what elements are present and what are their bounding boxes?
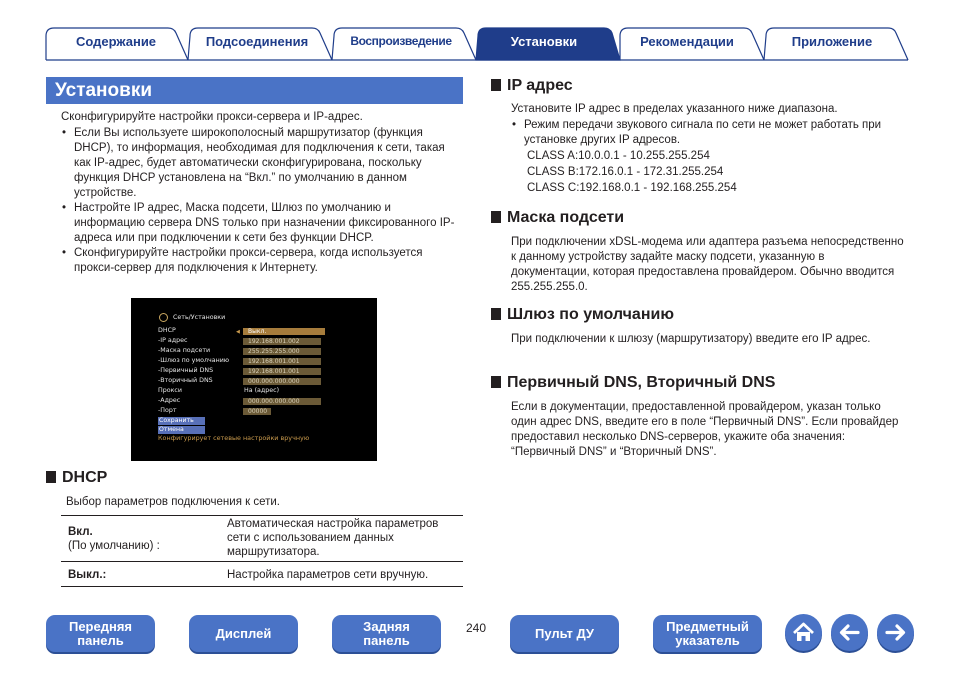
square-bullet-icon — [491, 376, 501, 388]
osd-save-button: Сохранить — [158, 417, 205, 425]
subnet-mask-heading: Маска подсети — [491, 209, 624, 227]
back-button[interactable] — [831, 614, 868, 651]
network-settings-screenshot — [131, 298, 377, 461]
square-bullet-icon — [491, 308, 501, 320]
intro-bullet-list — [61, 126, 463, 276]
tab-tips[interactable]: Рекомендации — [640, 34, 734, 49]
osd-label: -Адрес — [158, 397, 181, 404]
ip-address-description: Установите IP адрес в пределах указанного ниже диапазона. — [511, 103, 838, 115]
dhcp-heading: DHCP — [46, 469, 107, 487]
tab-connections[interactable]: Подсоединения — [205, 34, 309, 49]
default-gateway-heading: Шлюз по умолчанию — [491, 306, 674, 324]
table-row — [61, 516, 463, 562]
page-number: 240 — [466, 621, 487, 635]
osd-label: -Первичный DNS — [158, 367, 214, 374]
ip-address-bullet — [511, 118, 906, 148]
tab-playback[interactable]: Воспроизведение — [350, 34, 452, 48]
osd-value: На (адрес) — [244, 387, 280, 394]
osd-value: 192.168.001.001 — [243, 368, 321, 375]
arrow-right-icon — [877, 614, 914, 651]
list-item: • Сконфигурируйте настройки прокси-сервера, когда используется прокси-сервер для подключения к Интернету. — [61, 246, 463, 276]
index-button[interactable]: Предметный указатель — [653, 615, 762, 652]
ip-class-b: CLASS B:172.16.0.1 - 172.31.255.254 — [527, 166, 724, 178]
osd-label: -Вторичный DNS — [158, 377, 213, 384]
square-bullet-icon — [491, 79, 501, 91]
osd-label: -Маска подсети — [158, 347, 211, 354]
dns-heading: Первичный DNS, Вторичный DNS — [491, 374, 775, 392]
osd-label: -IP адрес — [158, 337, 188, 344]
front-panel-button[interactable]: Передняя панель — [46, 615, 155, 652]
osd-value: 00000 — [243, 408, 271, 415]
osd-cancel-button: Отмена — [158, 426, 205, 434]
ip-class-c: CLASS C:192.168.0.1 - 192.168.255.254 — [527, 182, 737, 194]
square-bullet-icon — [491, 211, 501, 223]
ip-class-a: CLASS A:10.0.0.1 - 10.255.255.254 — [527, 150, 710, 162]
osd-breadcrumb: Сеть/Установки — [173, 314, 226, 321]
square-bullet-icon — [46, 471, 56, 483]
tab-setup[interactable]: Установки — [510, 34, 578, 49]
globe-icon — [159, 313, 168, 322]
rear-panel-button[interactable]: Задняя панель — [332, 615, 441, 652]
osd-label: Прокси — [158, 387, 182, 394]
dhcp-description: Выбор параметров подключения к сети. — [66, 496, 280, 508]
default-gateway-description: При подключении к шлюзу (маршрутизатору) введите его IP адрес. — [511, 333, 871, 345]
list-item: • Режим передачи звукового сигнала по сети не может работать при установке других IP адресов. — [511, 118, 906, 148]
intro-text: Сконфигурируйте настройки прокси-сервера и IP-адрес. — [61, 111, 363, 123]
table-key: Вкл. (По умолчанию) : — [68, 526, 160, 552]
section-title-bar — [46, 77, 463, 104]
top-tab-bar — [0, 0, 954, 62]
list-item: • Настройте IP адрес, Маска подсети, Шлюз по умолчанию и информацию сервера DNS только при назначении фиксированного IP-адреса или при подключении к сети без функции DHCP. — [61, 201, 463, 246]
osd-label: -Шлюз по умолчанию — [158, 357, 230, 364]
osd-label: -Порт — [158, 407, 177, 414]
arrow-left-icon: ◀ — [236, 329, 240, 335]
home-button[interactable] — [785, 614, 822, 651]
tab-contents[interactable]: Содержание — [75, 34, 157, 49]
osd-value: 000.000.000.000 — [243, 378, 321, 385]
osd-value: 192.168.001.002 — [243, 338, 321, 345]
remote-control-button[interactable]: Пульт ДУ — [510, 615, 619, 652]
dns-description: Если в документации, предоставленной провайдером, указан только один адрес DNS, введите его в поле “Первичный DNS”. Если провайдер предоставил несколько DNS-серверов, укажите оба значения: “Первичный DNS” и “Вторичный DNS”. — [511, 401, 899, 458]
ip-address-heading: IP адрес — [491, 77, 573, 95]
dhcp-options-table — [61, 515, 463, 587]
section-title: Установки — [55, 80, 153, 101]
osd-footer-hint: Конфигурирует сетевые настройки вручную — [158, 434, 310, 442]
osd-label: DHCP — [158, 327, 176, 334]
display-button[interactable]: Дисплей — [189, 615, 298, 652]
forward-button[interactable] — [877, 614, 914, 651]
table-key: Выкл.: — [68, 569, 107, 581]
tab-shapes — [0, 0, 954, 62]
list-item: • Если Вы используете широкополосный маршрутизатор (функция DHCP), то информация, необходимая для подключения к сети, такая как IP-адрес, будет автоматически сконфигурирована, поскольку функция DHCP установлена на “Вкл.” по умолчанию в данном устройстве. — [61, 126, 463, 201]
table-row — [61, 562, 463, 587]
osd-value: 192.168.001.001 — [243, 358, 321, 365]
osd-value: 000.000.000.000 — [243, 398, 321, 405]
table-value: Автоматическая настройка параметров сети с использованием данных маршрутизатора. — [227, 518, 439, 558]
arrow-left-icon — [831, 614, 868, 651]
subnet-mask-description: При подключении xDSL-модема или адаптера разъема непосредственно к данному устройству задайте маску подсети, указанную в документации, которая предоставлена провайдером. Обычно вводится 255.255.255.0. — [511, 236, 904, 293]
osd-value: 255.255.255.000 — [243, 348, 321, 355]
table-value: Настройка параметров сети вручную. — [227, 569, 429, 581]
home-icon — [785, 614, 822, 651]
osd-value: Выкл. — [243, 328, 325, 335]
tab-appendix[interactable]: Приложение — [791, 34, 873, 49]
